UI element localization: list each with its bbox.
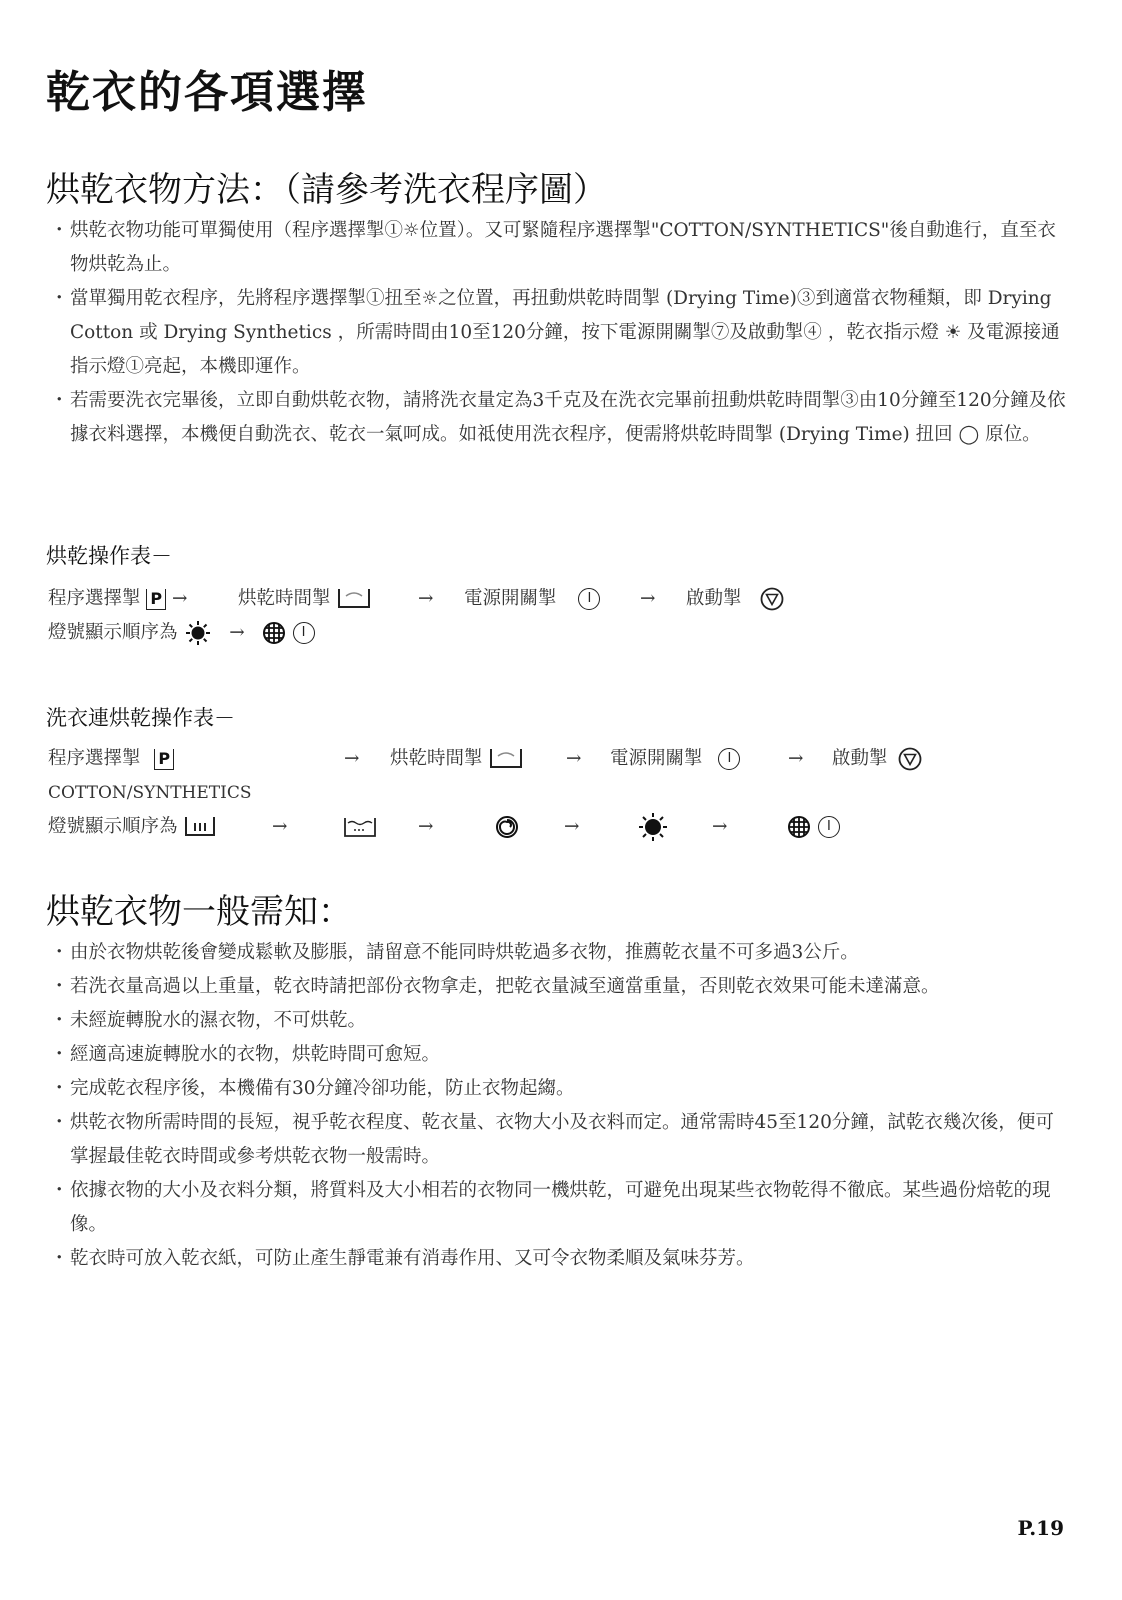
start-icon — [897, 746, 923, 772]
arrow: → — [566, 748, 582, 769]
program-p-icon: P — [154, 749, 174, 770]
program-selector-label: 程序選擇掣 — [48, 588, 141, 609]
power-on-light-icon: I — [293, 622, 315, 644]
start-button-label: 啟動掣 — [832, 748, 888, 769]
power-switch-control — [464, 584, 600, 614]
page-title: 乾衣的各項選擇 — [46, 67, 368, 118]
program-selector-control — [48, 744, 174, 774]
list-item: ・ 完成乾衣程序後，本機備有30分鐘冷卻功能，防止衣物起縐。 — [50, 1078, 575, 1099]
rinse-icon — [342, 814, 378, 840]
cooling-grid-icon — [786, 814, 812, 840]
light-sequence-label: 燈號顯示順序為 — [48, 816, 178, 837]
spin-icon-cell — [494, 812, 520, 842]
power-icon: I — [718, 748, 740, 770]
list-item: ・ 若需要洗衣完畢後，立即自動烘乾衣物，請將洗衣量定為3千克及在洗衣完畢前扭動烘乾時間掣③由10分鐘至120分鐘及依據衣料選擇，本機便自動洗衣、乾衣一氣呵成。如祗使用洗衣程序，便需將烘乾時間掣 (Drying Time) 扭回 ◯ 原位。 — [50, 390, 1066, 445]
arrow: → — [344, 748, 360, 769]
list-item: ・ 依據衣物的大小及衣料分類，將質料及大小相若的衣物同一機烘乾，可避免出現某些衣物乾得不徹底。某些過份焙乾的現像。 — [50, 1180, 1051, 1235]
drying-operation-row-controls: 程序選擇掣 P → — [48, 588, 188, 609]
power-icon: I — [578, 588, 600, 610]
program-name: COTTON/SYNTHETICS — [48, 783, 252, 803]
start-icon — [759, 586, 785, 612]
drying-method-list — [48, 214, 1068, 452]
list-item: ・ 當單獨用乾衣程序，先將程序選擇掣①扭至☼之位置，再扭動烘乾時間掣 (Drying Time)③到適當衣物種類，即 Drying Cotton 或 Drying Synthetics ，所需時間由10至120分鐘，按下電源開關掣⑦及啟動掣④ ，乾衣指示燈 ☀ 及電源接通指示燈①亮起，本機即運作。 — [50, 288, 1060, 377]
arrow: → — [418, 588, 434, 609]
light-sequence-label: 燈號顯示順序為 — [48, 622, 178, 643]
drying-time-knob-icon — [336, 587, 372, 611]
list-item: ・ 經適高速旋轉脫水的衣物，烘乾時間可愈短。 — [50, 1044, 441, 1065]
program-selector-label: 程序選擇掣 — [48, 748, 141, 769]
drying-light-cell — [636, 812, 670, 842]
list-item: ・ 烘乾衣物所需時間的長短，視乎乾衣程度、乾衣量、衣物大小及衣料而定。通常需時45至120分鐘，試乾衣幾次後，便可掌握最佳乾衣時間或參考烘乾衣物一般需時。 — [50, 1112, 1054, 1167]
section-heading-drying-notes: 烘乾衣物一般需知： — [46, 892, 352, 932]
section-heading-drying-method: 烘乾衣物方法：（請參考洗衣程序圖） — [46, 170, 607, 210]
arrow: → — [640, 588, 656, 609]
wash-dry-light-sequence-label-group — [48, 812, 217, 842]
page-number: P.19 — [1017, 1516, 1064, 1540]
arrow: → — [788, 748, 804, 769]
drying-light-icon — [636, 812, 670, 842]
list-item: ・ 未經旋轉脫水的濕衣物，不可烘乾。 — [50, 1010, 367, 1031]
rinse-icon-cell — [342, 812, 378, 842]
wash-tub-icon — [183, 815, 217, 839]
wash-dry-operation-table-heading: 洗衣連烘乾操作表－ — [46, 706, 235, 730]
power-switch-label: 電源開關掣 — [610, 748, 703, 769]
drying-light-icon — [183, 620, 213, 646]
list-item: ・ 由於衣物烘乾後會變成鬆軟及膨脹，請留意不能同時烘乾過多衣物，推薦乾衣量不可多過3公斤。 — [50, 942, 859, 963]
list-item: ・ 乾衣時可放入乾衣紙，可防止產生靜電兼有消毒作用、又可令衣物柔順及氣味芬芳。 — [50, 1248, 755, 1269]
power-switch-label: 電源開關掣 — [464, 588, 557, 609]
arrow: → — [272, 816, 288, 837]
drying-operation-table-heading: 烘乾操作表－ — [46, 544, 172, 568]
cooling-grid-icon — [261, 620, 287, 646]
arrow: → — [712, 816, 728, 837]
start-button-control — [686, 584, 785, 614]
drying-light-sequence: 燈號顯示順序為 → I — [48, 618, 315, 648]
start-button-label: 啟動掣 — [686, 588, 742, 609]
spin-icon — [494, 814, 520, 840]
program-p-icon: P — [146, 589, 166, 610]
drying-time-label: 烘乾時間掣 — [390, 748, 483, 769]
cooling-light-cell — [786, 812, 840, 842]
power-switch-control — [610, 744, 740, 774]
power-on-light-icon: I — [818, 816, 840, 838]
drying-time-control — [390, 744, 524, 774]
start-button-control — [832, 744, 923, 774]
drying-time-label: 烘乾時間掣 — [238, 588, 331, 609]
drying-time-control — [238, 584, 372, 614]
list-item: ・ 烘乾衣物功能可單獨使用（程序選擇掣①☼位置）。又可緊隨程序選擇掣"COTTON/SYNTHETICS"後自動進行，直至衣物烘乾為止。 — [50, 220, 1056, 275]
drying-notes-list — [48, 936, 1068, 1276]
arrow: → — [418, 816, 434, 837]
list-item: ・ 若洗衣量高過以上重量，乾衣時請把部份衣物拿走，把乾衣量減至適當重量，否則乾衣效果可能未達滿意。 — [50, 976, 940, 997]
drying-time-knob-icon — [488, 747, 524, 771]
arrow: → — [564, 816, 580, 837]
